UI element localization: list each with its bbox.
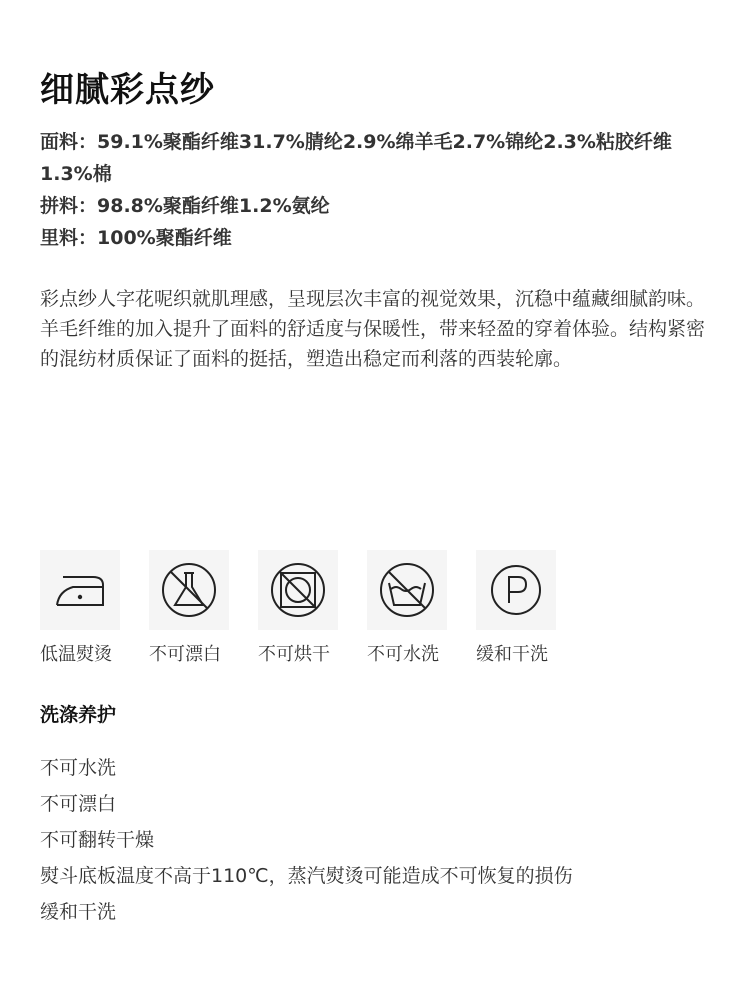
care-label-dry-clean: 缓和干洗	[476, 644, 548, 665]
product-description: 彩点纱人字花呢织就肌理感，呈现层次丰富的视觉效果，沉稳中蕴藏细腻韵味。羊毛纤维的加入提升了面料的舒适度与保暖性，带来轻盈的穿着体验。结构紧密的混纺材质保证了面料的挺括，塑造出稳定而利落的西装轮廓。	[40, 288, 706, 370]
care-item-no-bleach	[149, 550, 229, 666]
composition-main-fabric: 面料：59.1%聚酯纤维31.7%腈纶2.9%绵羊毛2.7%锦纶2.3%粘胶纤维1.3%棉	[40, 131, 672, 185]
care-label-no-wash: 不可水洗	[367, 644, 439, 665]
care-label-no-bleach: 不可漂白	[149, 644, 221, 665]
dry-clean-p-icon	[476, 550, 556, 630]
care-label-low-iron: 低温熨烫	[40, 644, 112, 665]
care-instruction-item: 缓和干洗	[40, 901, 117, 923]
care-instruction-item: 不可漂白	[40, 793, 117, 815]
composition-panel-fabric: 拼料：98.8%聚酯纤维1.2%氨纶	[40, 195, 330, 217]
care-item-no-wash	[367, 550, 447, 666]
care-item-no-tumble-dry	[258, 550, 338, 666]
composition-lining: 里料：100%聚酯纤维	[40, 227, 232, 249]
care-label-no-tumble-dry: 不可烘干	[258, 644, 330, 665]
care-section-title: 洗涤养护	[40, 704, 117, 726]
care-instruction-item: 熨斗底板温度不高于110℃，蒸汽熨烫可能造成不可恢复的损伤	[40, 865, 573, 887]
care-icons-row	[40, 550, 556, 666]
no-wash-icon	[367, 550, 447, 630]
page-title: 细腻彩点纱	[40, 70, 215, 110]
no-tumble-dry-icon	[258, 550, 338, 630]
care-instruction-item: 不可水洗	[40, 757, 117, 779]
fabric-composition	[40, 126, 712, 254]
care-instruction-item: 不可翻转干燥	[40, 829, 155, 851]
no-bleach-icon	[149, 550, 229, 630]
low-iron-icon	[40, 550, 120, 630]
care-item-low-iron	[40, 550, 120, 666]
care-item-dry-clean	[476, 550, 556, 666]
care-instructions-list	[40, 750, 573, 930]
